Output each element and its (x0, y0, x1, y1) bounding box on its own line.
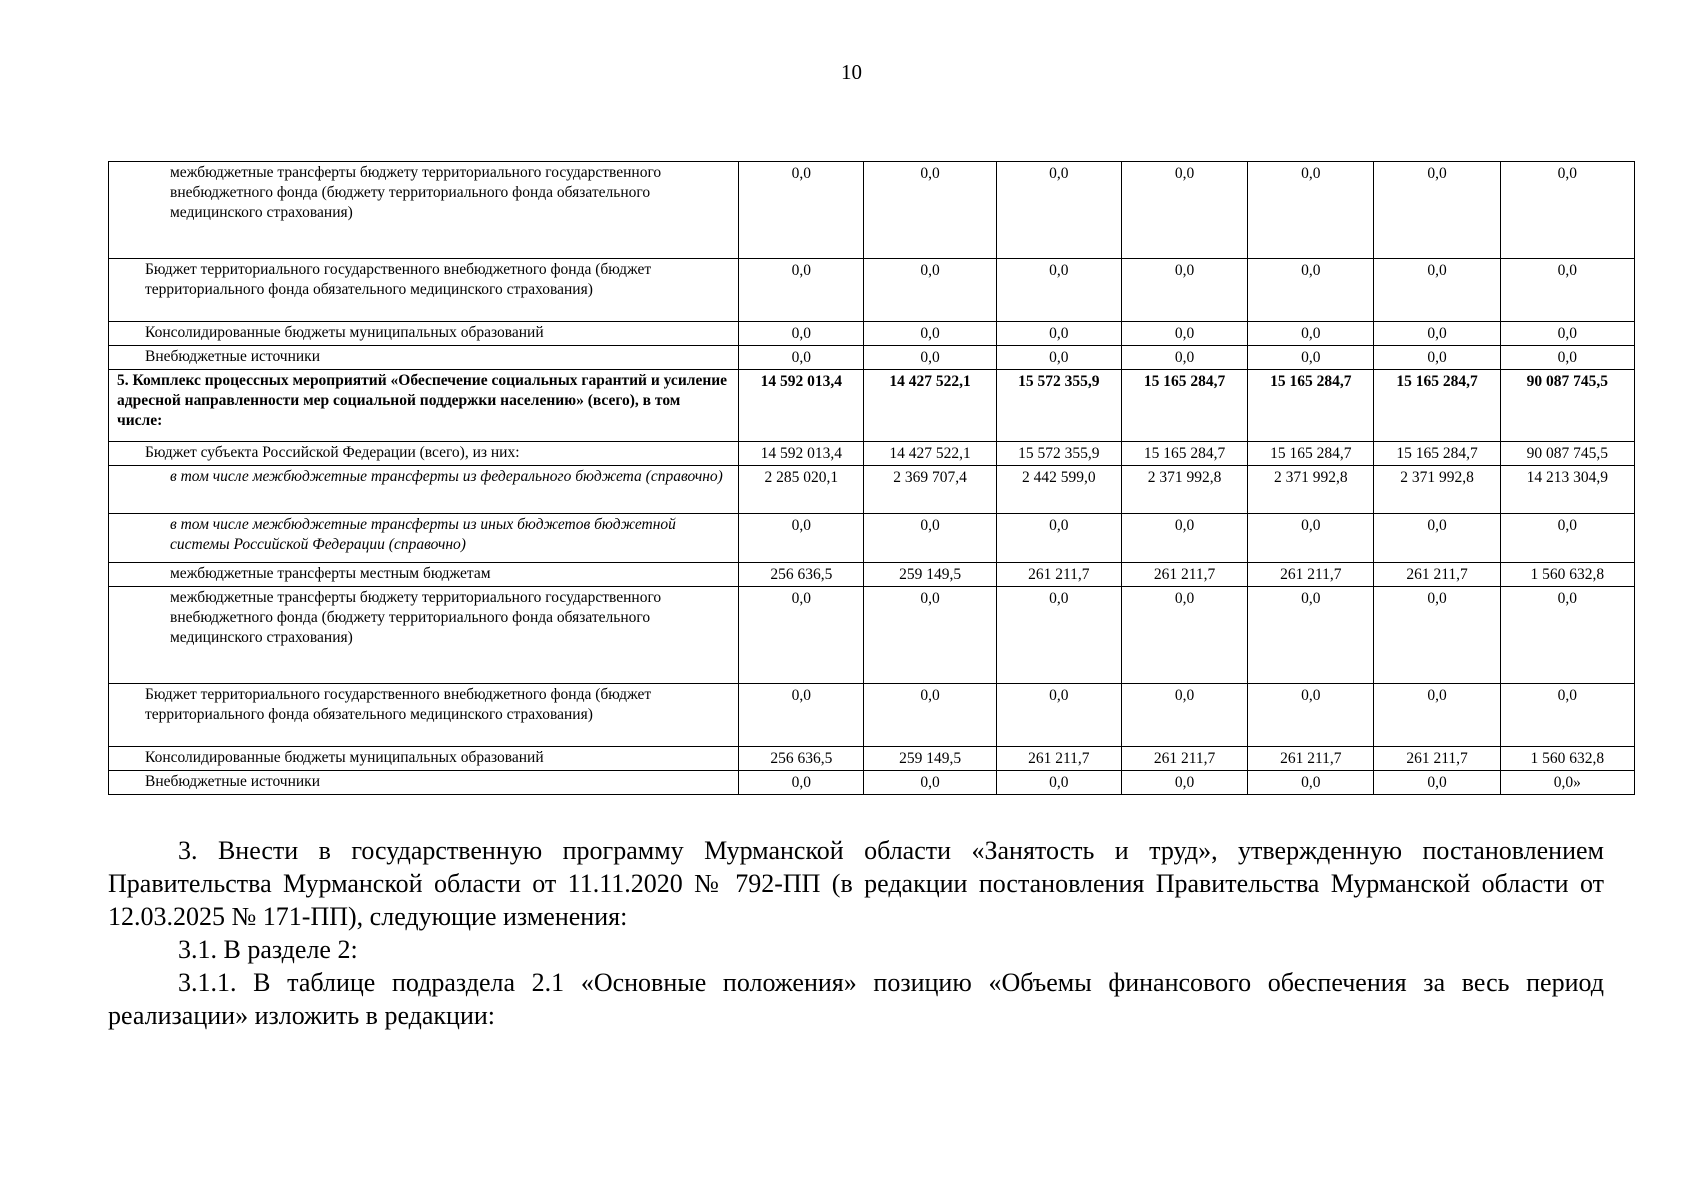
paragraph-section: 3.1. В разделе 2: (178, 935, 358, 964)
value-cell: 2 285 020,1 (739, 466, 864, 514)
value-cell: 0,0 (1121, 684, 1247, 747)
value-cell: 0,0 (1374, 346, 1500, 370)
value-cell: 0,0 (1248, 771, 1374, 795)
value-cell: 0,0 (1374, 322, 1500, 346)
value-cell: 0,0 (1121, 162, 1247, 259)
value-cell: 261 211,7 (1374, 563, 1500, 587)
value-cell: 0,0 (1248, 587, 1374, 684)
value-cell: 15 165 284,7 (1121, 370, 1247, 442)
value-cell: 259 149,5 (864, 563, 996, 587)
table-row (109, 587, 1635, 684)
value-cell: 90 087 745,5 (1500, 370, 1634, 442)
value-cell: 0,0 (864, 771, 996, 795)
value-cell: 0,0 (1121, 322, 1247, 346)
value-cell: 0,0 (739, 514, 864, 563)
value-cell: 256 636,5 (739, 563, 864, 587)
row-label-cell: Внебюджетные источники (109, 346, 739, 370)
value-cell: 0,0 (739, 684, 864, 747)
budget-table (108, 161, 1635, 795)
value-cell: 0,0 (1500, 346, 1634, 370)
value-cell: 2 369 707,4 (864, 466, 996, 514)
value-cell: 0,0 (864, 587, 996, 684)
value-cell: 0,0 (1374, 162, 1500, 259)
table-row (109, 259, 1635, 322)
value-cell: 0,0 (1121, 514, 1247, 563)
value-cell: 0,0 (1374, 587, 1500, 684)
row-label-cell: межбюджетные трансферты бюджету территориального государственного внебюджетного фонда (бюджету территориального фонда обязательного медицинского страхования) (109, 162, 739, 259)
row-label-cell: Консолидированные бюджеты муниципальных образований (109, 322, 739, 346)
value-cell: 0,0 (996, 162, 1121, 259)
value-cell: 0,0 (1121, 346, 1247, 370)
value-cell: 0,0 (739, 162, 864, 259)
value-cell: 1 560 632,8 (1500, 563, 1634, 587)
row-label-cell: Бюджет территориального государственного внебюджетного фонда (бюджет территориального фонда обязательного медицинского страхования) (109, 259, 739, 322)
value-cell: 0,0 (739, 259, 864, 322)
table-row (109, 346, 1635, 370)
value-cell: 0,0 (739, 322, 864, 346)
value-cell: 90 087 745,5 (1500, 442, 1634, 466)
value-cell: 14 427 522,1 (864, 442, 996, 466)
value-cell: 15 165 284,7 (1121, 442, 1247, 466)
value-cell: 261 211,7 (1121, 563, 1247, 587)
row-label-cell: Бюджет территориального государственного внебюджетного фонда (бюджет территориального фонда обязательного медицинского страхования) (109, 684, 739, 747)
table-row (109, 162, 1635, 259)
value-cell: 2 442 599,0 (996, 466, 1121, 514)
row-label-cell: Консолидированные бюджеты муниципальных образований (109, 747, 739, 771)
value-cell: 14 213 304,9 (1500, 466, 1634, 514)
value-cell: 0,0 (1500, 162, 1634, 259)
value-cell: 15 572 355,9 (996, 442, 1121, 466)
budget-table-body (109, 162, 1635, 795)
value-cell: 0,0 (1374, 259, 1500, 322)
value-cell: 0,0» (1500, 771, 1634, 795)
table-row (109, 563, 1635, 587)
table-row (109, 370, 1635, 442)
value-cell: 261 211,7 (1248, 747, 1374, 771)
table-row (109, 684, 1635, 747)
value-cell: 2 371 992,8 (1121, 466, 1247, 514)
value-cell: 0,0 (996, 771, 1121, 795)
value-cell: 0,0 (996, 259, 1121, 322)
value-cell: 0,0 (1374, 684, 1500, 747)
value-cell: 15 165 284,7 (1374, 442, 1500, 466)
value-cell: 14 592 013,4 (739, 370, 864, 442)
row-label-cell: Бюджет субъекта Российской Федерации (всего), из них: (109, 442, 739, 466)
row-label-cell: межбюджетные трансферты местным бюджетам (109, 563, 739, 587)
value-cell: 0,0 (1500, 684, 1634, 747)
value-cell: 0,0 (1248, 684, 1374, 747)
value-cell: 0,0 (996, 322, 1121, 346)
table-row (109, 466, 1635, 514)
value-cell: 261 211,7 (1121, 747, 1247, 771)
table-row (109, 322, 1635, 346)
value-cell: 15 165 284,7 (1374, 370, 1500, 442)
row-label-cell: Внебюджетные источники (109, 771, 739, 795)
value-cell: 0,0 (1500, 587, 1634, 684)
value-cell: 0,0 (996, 346, 1121, 370)
value-cell: 0,0 (864, 346, 996, 370)
row-label-cell: в том числе межбюджетные трансферты из иных бюджетов бюджетной системы Российской Федерации (справочно) (109, 514, 739, 563)
row-label-cell: межбюджетные трансферты бюджету территориального государственного внебюджетного фонда (бюджету территориального фонда обязательного медицинского страхования) (109, 587, 739, 684)
table-row (109, 514, 1635, 563)
row-label-cell: в том числе межбюджетные трансферты из федерального бюджета (справочно) (109, 466, 739, 514)
paragraph-subsection: 3.1.1. В таблице подраздела 2.1 «Основные положения» позицию «Объемы финансового обеспечения за весь период реализации» изложить в редакции: (108, 968, 1604, 1030)
value-cell: 261 211,7 (1248, 563, 1374, 587)
value-cell: 0,0 (996, 587, 1121, 684)
row-label-cell: 5. Комплекс процессных мероприятий «Обеспечение социальных гарантий и усиление адресной направленности мер социальной поддержки населению» (всего), в том числе: (109, 370, 739, 442)
table-row (109, 442, 1635, 466)
value-cell: 15 165 284,7 (1248, 442, 1374, 466)
value-cell: 0,0 (1500, 259, 1634, 322)
value-cell: 256 636,5 (739, 747, 864, 771)
paragraph-amendment: 3. Внести в государственную программу Мурманской области «Занятость и труд», утвержденную постановлением Правительства Мурманской области от 11.11.2020 № 792-ПП (в редакции постановления Правительства Мурманской области от 12.03.2025 № 171-ПП), следующие изменения: (108, 836, 1604, 931)
value-cell: 2 371 992,8 (1374, 466, 1500, 514)
value-cell: 0,0 (864, 322, 996, 346)
value-cell: 14 427 522,1 (864, 370, 996, 442)
value-cell: 259 149,5 (864, 747, 996, 771)
value-cell: 0,0 (1121, 259, 1247, 322)
value-cell: 0,0 (864, 514, 996, 563)
value-cell: 0,0 (1374, 514, 1500, 563)
value-cell: 0,0 (996, 514, 1121, 563)
value-cell: 0,0 (1374, 771, 1500, 795)
value-cell: 261 211,7 (996, 563, 1121, 587)
value-cell: 15 572 355,9 (996, 370, 1121, 442)
value-cell: 0,0 (1500, 514, 1634, 563)
value-cell: 2 371 992,8 (1248, 466, 1374, 514)
value-cell: 0,0 (1248, 259, 1374, 322)
value-cell: 0,0 (739, 587, 864, 684)
value-cell: 14 592 013,4 (739, 442, 864, 466)
value-cell: 0,0 (1500, 322, 1634, 346)
value-cell: 0,0 (1121, 587, 1247, 684)
value-cell: 0,0 (739, 346, 864, 370)
value-cell: 0,0 (864, 684, 996, 747)
value-cell: 0,0 (1248, 346, 1374, 370)
value-cell: 0,0 (864, 162, 996, 259)
value-cell: 0,0 (1248, 514, 1374, 563)
value-cell: 0,0 (864, 259, 996, 322)
table-row (109, 771, 1635, 795)
value-cell: 1 560 632,8 (1500, 747, 1634, 771)
value-cell: 0,0 (1248, 322, 1374, 346)
value-cell: 261 211,7 (996, 747, 1121, 771)
value-cell: 0,0 (996, 684, 1121, 747)
table-row (109, 747, 1635, 771)
value-cell: 15 165 284,7 (1248, 370, 1374, 442)
value-cell: 261 211,7 (1374, 747, 1500, 771)
body-text (108, 834, 1604, 1032)
value-cell: 0,0 (739, 771, 864, 795)
page-number: 10 (841, 60, 862, 84)
value-cell: 0,0 (1121, 771, 1247, 795)
value-cell: 0,0 (1248, 162, 1374, 259)
